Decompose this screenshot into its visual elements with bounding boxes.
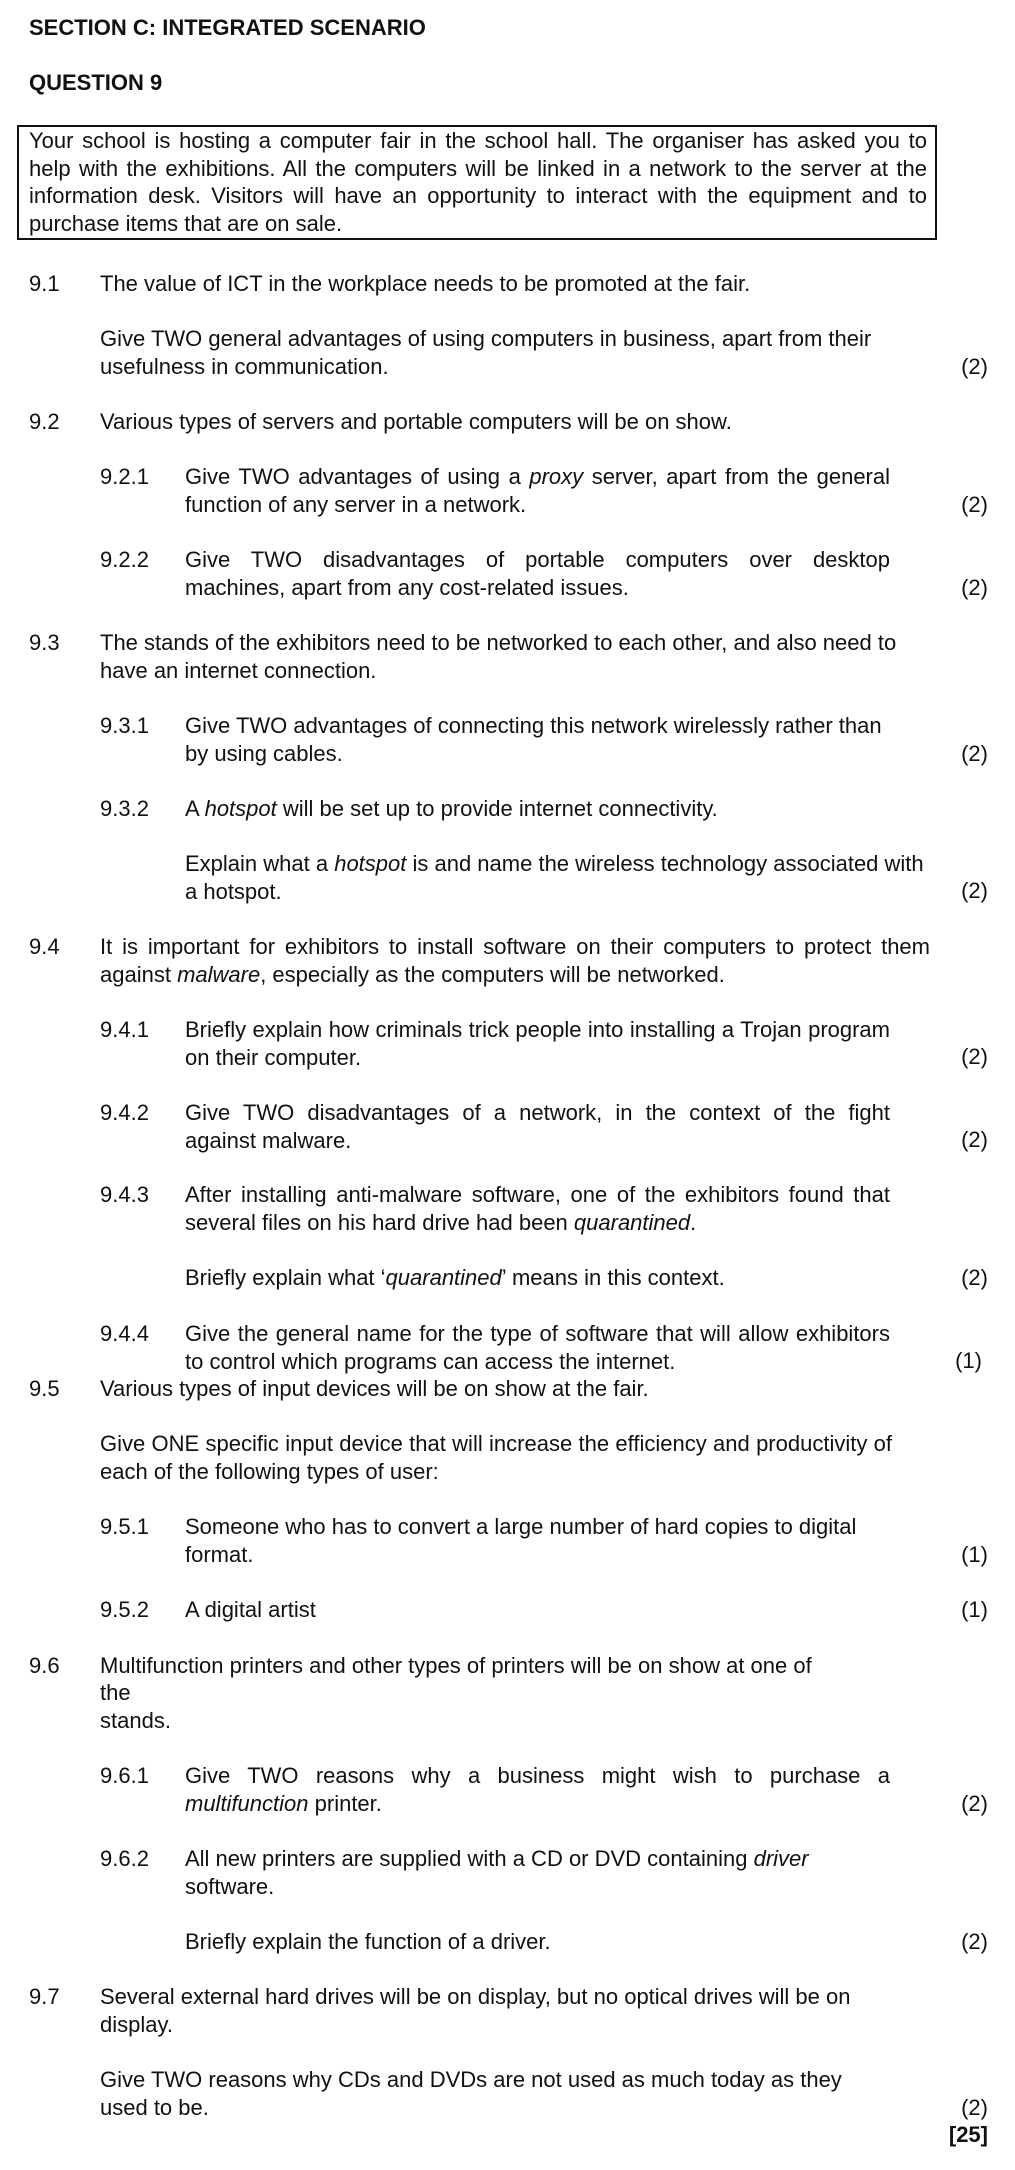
mark-9-5-2: (1) — [961, 1597, 988, 1622]
subquestion-9-5-2-text: A digital artist — [185, 1597, 316, 1622]
question-9-6-line-1: Multifunction printers and other types of printers will be on show at one of — [100, 1653, 812, 1678]
subquestion-9-4-4-text: Give the general name for the type of software that will allow exhibitors to control which programs can access the internet. — [185, 1321, 890, 1374]
subquestion-9-6-2-text: All new printers are supplied with a CD or DVD containing driver software. — [185, 1846, 809, 1899]
question-9-4-intro: It is important for exhibitors to install software on their computers to protect them against malware, especially as the computers will be networked. — [100, 934, 930, 987]
question-9-7-text: Give TWO reasons why CDs and DVDs are not used as much today as they used to be. — [100, 2067, 842, 2120]
mark-9-7: (2) — [961, 2095, 988, 2120]
subquestion-9-2-1-text: Give TWO advantages of using a proxy server, apart from the general function of any server in a network. — [185, 464, 891, 517]
mark-9-4-2: (2) — [961, 1127, 988, 1152]
subquestion-number-9-3-1: 9.3.1 — [100, 713, 149, 738]
mark-9-4-1: (2) — [961, 1044, 988, 1069]
mark-9-6-2: (2) — [961, 1929, 988, 1954]
scenario-text: Your school is hosting a computer fair in the school hall. The organiser has asked you to help with the exhibitions. All the computers will be linked in a network to the server at the information desk. Visitors will have an opportunity to interact with the equipment and to purchase items that are on sale. — [29, 128, 927, 236]
subquestion-9-4-3-text: After installing anti-malware software, one of the exhibitors found that several files on his hard drive had been quarantined. — [185, 1182, 890, 1235]
question-9-5-intro: Various types of input devices will be on show at the fair. — [100, 1376, 649, 1401]
mark-9-2-1: (2) — [961, 492, 988, 517]
subquestion-number-9-2-1: 9.2.1 — [100, 464, 149, 489]
subquestion-9-6-1-text: Give TWO reasons why a business might wish to purchase a multifunction printer. — [185, 1763, 890, 1816]
question-9-5-text: Give ONE specific input device that will increase the efficiency and productivity of each of the following types of user: — [100, 1431, 892, 1484]
mark-9-1: (2) — [961, 354, 988, 379]
subquestion-number-9-3-2: 9.3.2 — [100, 796, 149, 821]
subquestion-number-9-4-3: 9.4.3 — [100, 1182, 149, 1207]
question-9-6-line-2: the — [100, 1680, 131, 1705]
subquestion-number-9-4-1: 9.4.1 — [100, 1017, 149, 1042]
subquestion-number-9-4-4: 9.4.4 — [100, 1321, 149, 1346]
subquestion-9-4-1-text: Briefly explain how criminals trick people into installing a Trojan program on their computer. — [185, 1017, 890, 1070]
subquestion-9-3-2-text: A hotspot will be set up to provide internet connectivity. — [185, 796, 718, 821]
question-9-1-text: Give TWO general advantages of using computers in business, apart from their usefulness in communication. — [100, 326, 872, 379]
subquestion-number-9-2-2: 9.2.2 — [100, 547, 149, 572]
question-number-9-6: 9.6 — [29, 1653, 60, 1678]
subquestion-9-5-1-text: Someone who has to convert a large number of hard copies to digital format. — [185, 1514, 857, 1567]
question-number-9-1: 9.1 — [29, 271, 60, 296]
question-9-1-intro: The value of ICT in the workplace needs to be promoted at the fair. — [100, 271, 751, 296]
subquestion-number-9-5-2: 9.5.2 — [100, 1597, 149, 1622]
question-number-9-2: 9.2 — [29, 409, 60, 434]
subquestion-number-9-6-2: 9.6.2 — [100, 1846, 149, 1871]
question-9-7-intro: Several external hard drives will be on display, but no optical drives will be on display. — [100, 1984, 851, 2037]
question-number-9-4: 9.4 — [29, 934, 60, 959]
subquestion-9-4-2-text: Give TWO disadvantages of a network, in the context of the fight against malware. — [185, 1100, 890, 1153]
mark-9-6-1: (2) — [961, 1791, 988, 1816]
subquestion-number-9-5-1: 9.5.1 — [100, 1514, 149, 1539]
subquestion-number-9-6-1: 9.6.1 — [100, 1763, 149, 1788]
mark-9-3-2: (2) — [961, 878, 988, 903]
question-number-9-5: 9.5 — [29, 1376, 60, 1401]
section-heading: SECTION C: INTEGRATED SCENARIO — [29, 15, 426, 40]
question-number-9-7: 9.7 — [29, 1984, 60, 2009]
mark-9-2-2: (2) — [961, 575, 988, 600]
mark-9-3-1: (2) — [961, 741, 988, 766]
mark-9-4-3: (2) — [961, 1265, 988, 1290]
question-number-9-3: 9.3 — [29, 630, 60, 655]
subquestion-9-4-3-instruction: Briefly explain what ‘quarantined’ means in this context. — [185, 1265, 725, 1290]
subquestion-9-2-2-text: Give TWO disadvantages of portable computers over desktop machines, apart from any cost-related issues. — [185, 547, 890, 600]
mark-9-5-1: (1) — [961, 1542, 988, 1567]
subquestion-9-3-1-text: Give TWO advantages of connecting this network wirelessly rather than by using cables. — [185, 713, 882, 766]
subquestion-number-9-4-2: 9.4.2 — [100, 1100, 149, 1125]
question-9-3-intro: The stands of the exhibitors need to be networked to each other, and also need to have an internet connection. — [100, 630, 897, 683]
question-9-2-intro: Various types of servers and portable computers will be on show. — [100, 409, 732, 434]
mark-9-4-4: (1) — [955, 1348, 982, 1373]
subquestion-9-6-2-instruction: Briefly explain the function of a driver. — [185, 1929, 551, 1954]
question-heading: QUESTION 9 — [29, 70, 163, 95]
question-9-6-line-3: stands. — [100, 1708, 171, 1733]
total-marks: [25] — [948, 2122, 988, 2147]
subquestion-9-3-2-instruction: Explain what a hotspot is and name the wireless technology associated with a hotspot. — [185, 851, 924, 904]
